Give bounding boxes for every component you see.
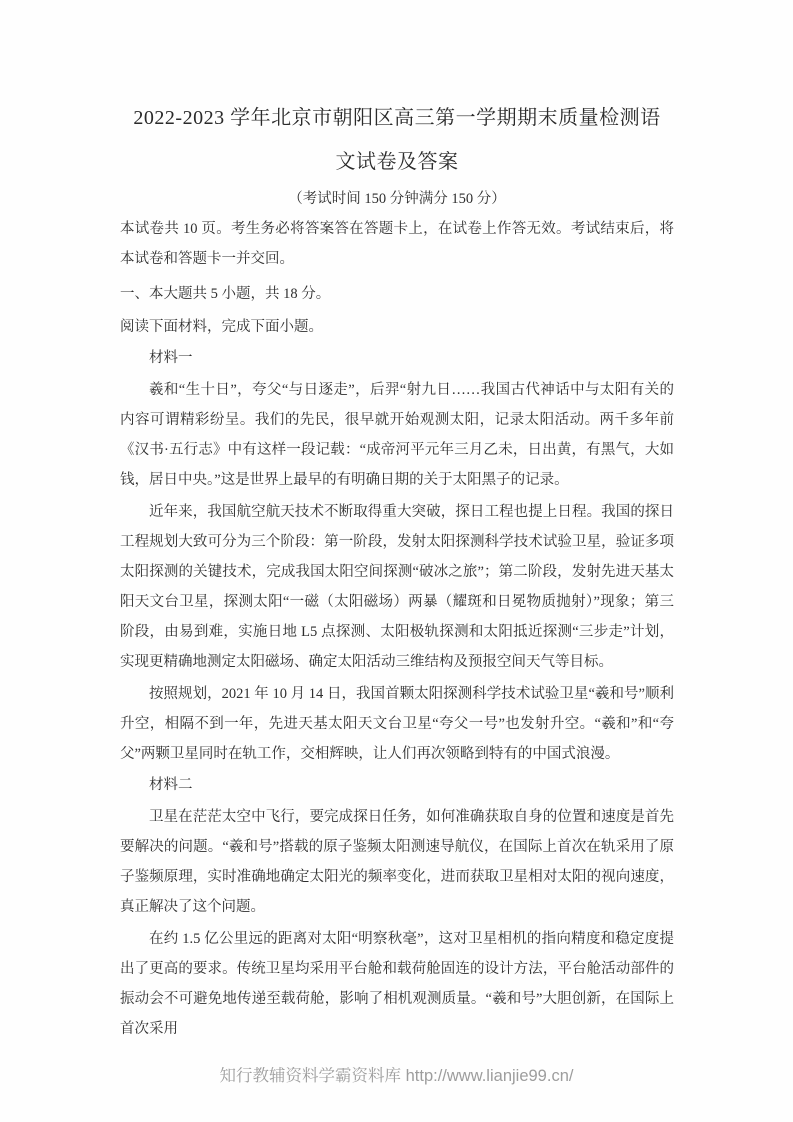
document-title-line-1: 2022-2023 学年北京市朝阳区高三第一学期期末质量检测语: [133, 107, 661, 129]
material-one-paragraph-1: 羲和“生十日”，夸父“与日逐走”，后羿“射九日……我国古代神话中与太阳有关的内容可谓精彩纷呈。我们的先民，很早就开始观测太阳，记录太阳活动。两千多年前《汉书·五行志》中有这样一段记载：“成帝河平元年三月乙未，日出黄，有黑气，大如钱，居日中央。”这是世界上最早的有明确日期的关于太阳黑子的记录。: [120, 382, 674, 488]
reading-instruction: 阅读下面材料，完成下面小题。: [120, 319, 323, 335]
section-one-heading: 一、本大题共 5 小题，共 18 分。: [120, 286, 331, 302]
footer-watermark: 知行教辅资料学霸资料库 http://www.lianjie99.cn/: [219, 1067, 574, 1085]
material-one-paragraph-3: 按照规划，2021 年 10 月 14 日，我国首颗太阳探测科学技术试验卫星“羲和号”顺利升空，相隔不到一年，先进天基太阳天文台卫星“夸父一号”也发射升空。“羲和”和“夸父”两颗卫星同时在轨工作，交相辉映，让人们再次领略到特有的中国式浪漫。: [120, 686, 674, 762]
document-content: [120, 96, 674, 1044]
material-one-paragraph-2: 近年来，我国航空航天技术不断取得重大突破，探日工程也提上日程。我国的探日工程规划大致可分为三个阶段：第一阶段，发射太阳探测科学技术试验卫星，验证多项太阳探测的关键技术，完成我国太阳空间探测“破冰之旅”；第二阶段，发射先进天基太阳天文台卫星，探测太阳“一磁（太阳磁场）两暴（耀斑和日冕物质抛射）”现象；第三阶段，由易到难，实施日地 L5 点探测、太阳极轨探测和太阳抵近探测“三步走”计划，实现更精确地测定太阳磁场、确定太阳活动三维结构及预报空间天气等目标。: [120, 504, 674, 670]
exam-notice: 本试卷共 10 页。考生务必将答案答在答题卡上，在试卷上作答无效。考试结束后，将本试卷和答题卡一并交回。: [120, 221, 674, 267]
material-two-label: 材料二: [149, 777, 193, 793]
document-title-line-2: 文试卷及答案: [335, 151, 459, 173]
material-two-paragraph-1: 卫星在茫茫太空中飞行，要完成探日任务，如何准确获取自身的位置和速度是首先要解决的问题。“羲和号”搭载的原子鉴频太阳测速导航仪，在国际上首次在轨采用了原子鉴频原理，实时准确地确定太阳光的频率变化，进而获取卫星相对太阳的视向速度，真正解决了这个问题。: [120, 809, 674, 915]
document-body: [120, 214, 674, 1044]
material-one-label: 材料一: [149, 350, 193, 366]
exam-time-info: （考试时间 150 分钟满分 150 分）: [288, 191, 506, 207]
material-two-paragraph-2: 在约 1.5 亿公里远的距离对太阳“明察秋毫”，这对卫星相机的指向精度和稳定度提出了更高的要求。传统卫星均采用平台舱和载荷舱固连的设计方法，平台舱活动部件的振动会不可避免地传递至载荷舱，影响了相机观测质量。“羲和号”大胆创新，在国际上首次采用: [120, 931, 674, 1037]
